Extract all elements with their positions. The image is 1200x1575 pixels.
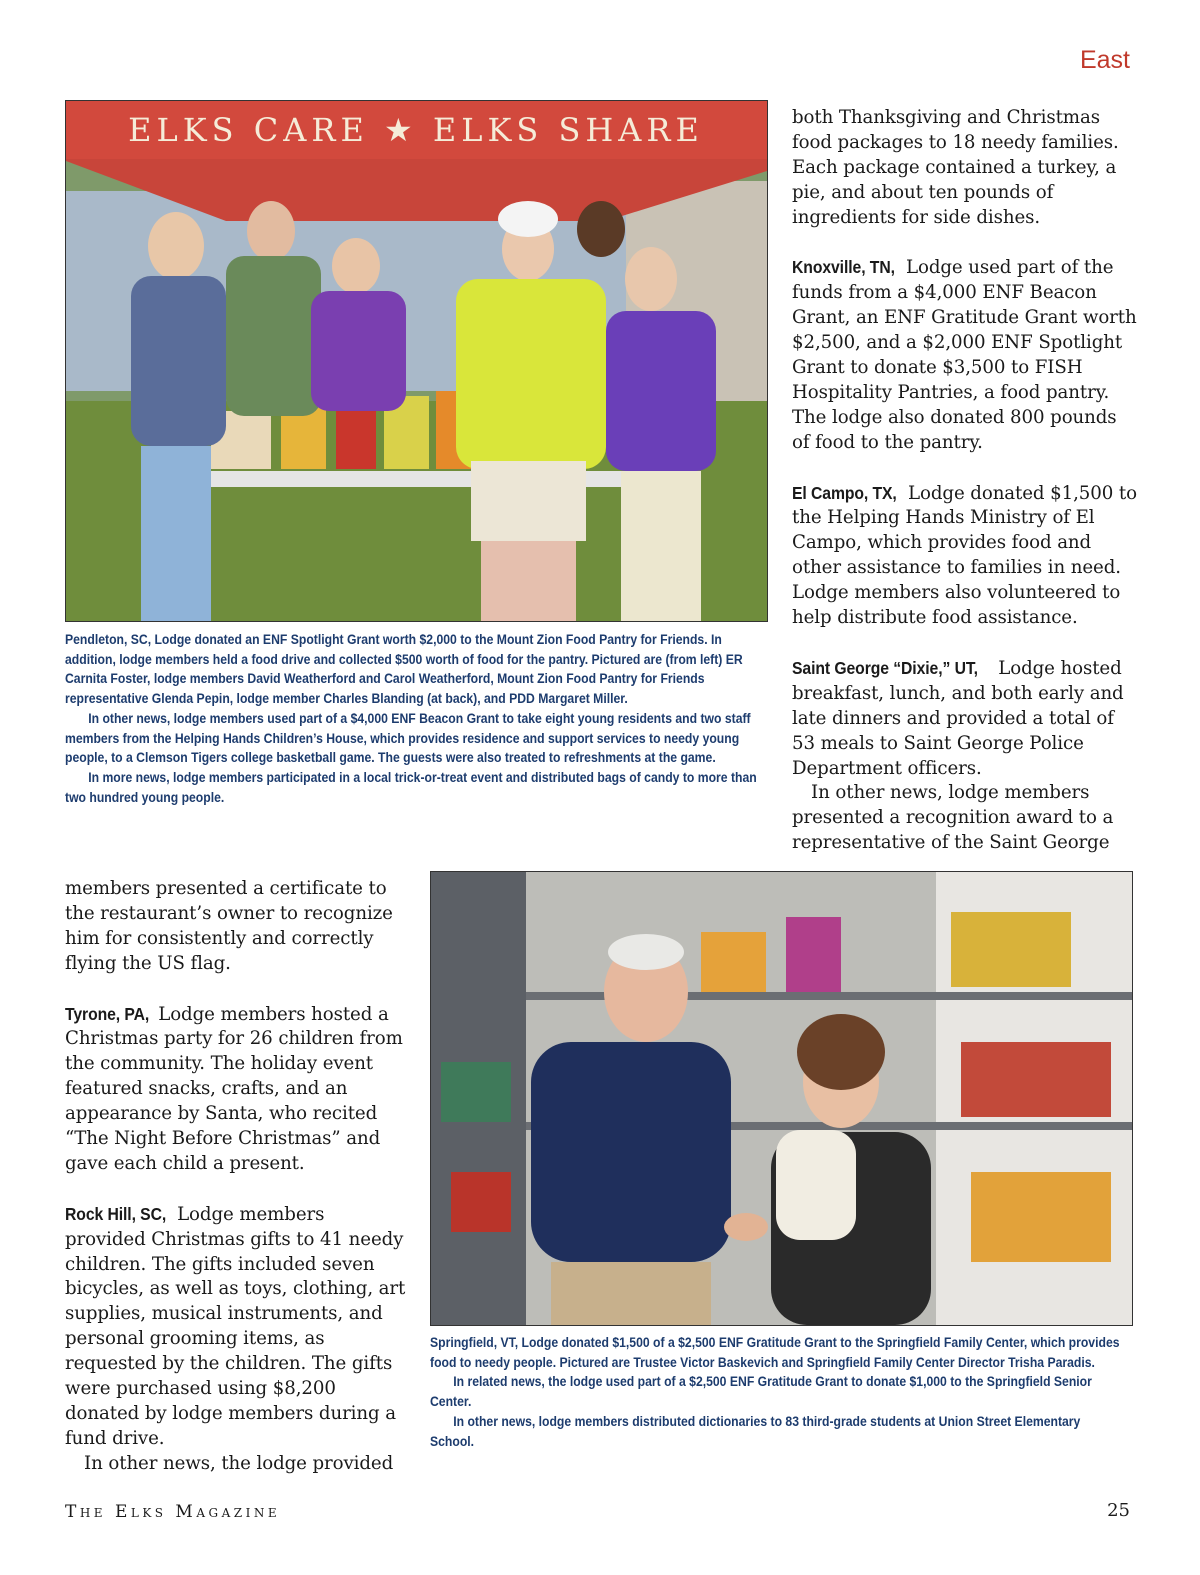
continued-paragraph: both Thanksgiving and Christmas food packages to 18 needy families. Each package contained a turkey, a pie, and about ten pounds of ingredients for side dishes. [792,107,1119,228]
caption-paragraph: In related news, the lodge used part of a $2,500 ENF Gratitude Grant to donate $1,000 to the Springfield Senior Center. [430,1374,1092,1411]
caption-paragraph: In more news, lodge members participated in a local trick-or-treat event and distributed bags of candy to more than two hundred young people. [65,769,757,806]
item-text: Lodge hosted breakfast, lunch, and both early and late dinners and provided a total of 53 meals to Saint George Police Department officers. [792,657,1124,779]
item-text: Lodge used part of the funds from a $4,000 ENF Beacon Grant, an ENF Gratitude Grant worth $2,500, and a $2,000 ENF Spotlight Grant to donate $3,500 to FISH Hospitality Pantries, a food pantry. The lodge also donated 800 pounds of food to the pantry. [792,257,1137,453]
page-number: 25 [1107,1500,1130,1521]
knoxville-item [792,255,1137,455]
item-location: Rock Hill, SC, [65,1203,167,1224]
saint-george-item [792,656,1137,782]
rock-hill-item [65,1202,410,1452]
saint-george-paragraph: In other news, lodge members presented a recognition award to a representative of the Saint George [792,782,1114,854]
item-location: Saint George “Dixie,” UT, [792,657,978,678]
springfield-handshake-photo [430,871,1133,1326]
tent-banner-text: ELKS CARE ★ ELKS SHARE [128,111,704,149]
tyrone-item [65,1002,410,1177]
item-location: Knoxville, TN, [792,257,895,278]
caption-text: Lodge donated an ENF Spotlight Grant worth $2,000 to the Mount Zion Food Pantry for Friends. In addition, lodge members held a food drive and collected $500 worth of food for the pantry. Pictured are (from left) ER Carnita Foster, lodge members David Weatherford and Carol Weatherford, Mount Zion Food Pantry for Friends representative Glenda Pepin, lodge member Charles Blanding (at back), and PDD Margaret Miller. [65,632,743,708]
section-label: East [1079,46,1130,74]
item-text: Lodge donated $1,500 to the Helping Hands Ministry of El Campo, which provides food and other assistance to families in need. Lodge members also volunteered to help distribute food assistance. [792,482,1137,629]
caption-location: Pendleton, SC, [65,632,152,648]
caption-paragraph: In other news, lodge members distributed dictionaries to 83 third-grade students at Union Street Elementary School. [430,1413,1081,1450]
item-text: Lodge members provided Christmas gifts to 41 needy children. The gifts included seven bicycles, as well as toys, clothing, art supplies, musical instruments, and personal grooming items, as requested by the children. The gifts were purchased using $8,200 donated by lodge members during a fund drive. [65,1203,406,1449]
el-campo-item [792,481,1137,631]
pendleton-group-photo [65,100,768,622]
item-location: El Campo, TX, [792,482,897,503]
item-location: Tyrone, PA, [65,1003,150,1024]
caption-text: Lodge donated $1,500 of a $2,500 ENF Gratitude Grant to the Springfield Family Center, which provides food to needy people. Pictured are Trustee Victor Baskevich and Springfield Family Center Director Trisha Paradis. [430,1335,1120,1371]
right-text-column [792,106,1137,856]
left-text-column [65,877,410,1477]
item-text: Lodge members hosted a Christmas party for 26 children from the community. The holiday event featured snacks, crafts, and an appearance by Santa, who recited “The Night Before Christmas” and gave each child a present. [65,1003,403,1174]
caption-paragraph: In other news, lodge members used part of a $4,000 ENF Beacon Grant to take eight young residents and two staff members from the Helping Hands Children’s House, which provides residence and support services to needy young people, to a Clemson Tigers college basketball game. The guests were also treated to refreshments at the game. [65,710,751,767]
springfield-caption [430,1334,1127,1452]
pendleton-caption [65,631,762,808]
rock-hill-paragraph: In other news, the lodge provided [84,1452,394,1474]
magazine-name: The Elks Magazine [65,1502,281,1522]
caption-location: Springfield, VT, [430,1335,519,1351]
continued-paragraph: members presented a certificate to the restaurant’s owner to recognize him for consistently and correctly flying the US flag. [65,878,393,974]
